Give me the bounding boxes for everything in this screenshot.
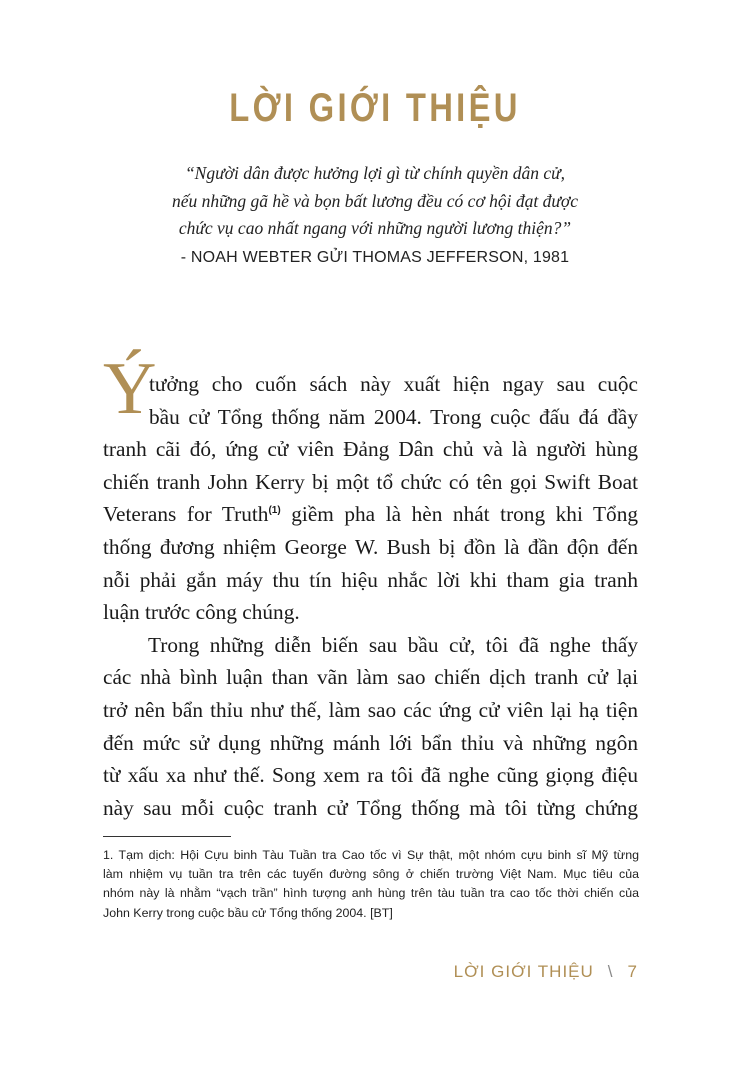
page-number: 7 bbox=[627, 962, 638, 981]
body-line: từ xấu xa như thế. Song xem ra tôi đã nghe cũng giọng điệu bbox=[103, 763, 638, 788]
epigraph bbox=[100, 160, 650, 273]
body-line: trở nên bẩn thỉu như thế, làm sao các ứng cử viên lại hạ tiện bbox=[103, 697, 638, 722]
body-line: này sau mỗi cuộc tranh cử Tổng thống mà tôi từng chứng bbox=[103, 795, 638, 820]
footnote-line: làm nhiệm vụ tuần tra trên các tuyến đường sông ở chiến trường Việt Nam. Mục tiêu của bbox=[103, 867, 639, 882]
footnote-reference[interactable]: (1) bbox=[268, 505, 281, 517]
body-line: các nhà bình luận than vãn làm sao chiến dịch tranh cử lại bbox=[103, 665, 638, 690]
epigraph-line: nếu những gã hề và bọn bất lương đều có cơ hội đạt được bbox=[171, 190, 579, 211]
drop-cap: Ý bbox=[103, 348, 157, 430]
footnote-divider bbox=[103, 836, 231, 837]
epigraph-line: “Người dân được hưởng lợi gì từ chính quyền dân cử, bbox=[184, 163, 566, 183]
epigraph-line: chức vụ cao nhất ngang với những người lương thiện?” bbox=[178, 218, 572, 238]
body-line: nỗi phải gắn máy thu tín hiệu nhắc lời khi tham gia tranh bbox=[103, 567, 638, 592]
footnote bbox=[103, 846, 639, 923]
body-text-fragment: giềm pha là hèn nhát trong khi Tổng bbox=[291, 502, 638, 527]
body-line: Trong những diễn biến sau bầu cử, tôi đã nghe thấy bbox=[148, 632, 638, 657]
body-text-fragment: Veterans for Truth bbox=[103, 502, 269, 527]
footnote-line: nhóm này là nhằm “vạch trần” hình tượng anh hùng trên tàu tuần tra cao tốc thời chiến của bbox=[103, 886, 639, 901]
body-line: luận trước công chúng. bbox=[103, 600, 300, 625]
body-line: thống đương nhiệm George W. Bush bị đồn là đần độn đến bbox=[103, 534, 638, 559]
footnote-line: 1. Tạm dịch: Hội Cựu binh Tàu Tuần tra Cao tốc vì Sự thật, một nhóm cựu binh sĩ Mỹ từng bbox=[103, 848, 639, 862]
running-footer bbox=[454, 962, 638, 982]
body-line: chiến tranh John Kerry bị một tổ chức có tên gọi Swift Boat bbox=[103, 469, 638, 494]
footer-separator: \ bbox=[607, 962, 614, 981]
body-line: tranh cãi đó, ứng cử viên Đảng Dân chủ và là người hùng bbox=[103, 437, 638, 462]
footnote-line: John Kerry trong cuộc bầu cử Tổng thống 2004. [BT] bbox=[103, 905, 393, 920]
chapter-title: LỜI GIỚI THIỆU bbox=[229, 86, 521, 130]
body-line: bầu cử Tổng thống năm 2004. Trong cuộc đấu đá đầy bbox=[149, 404, 638, 429]
body-line: tưởng cho cuốn sách này xuất hiện ngay sau cuộc bbox=[149, 372, 638, 396]
body-line: đến mức sử dụng những mánh lới bẩn thỉu và những ngôn bbox=[103, 730, 638, 755]
body-text bbox=[103, 368, 638, 824]
running-title: LỜI GIỚI THIỆU bbox=[453, 962, 594, 981]
body-line-with-footnote bbox=[103, 498, 638, 531]
epigraph-attribution: - NOAH WEBTER GỬI THOMAS JEFFERSON, 1981 bbox=[180, 248, 570, 266]
